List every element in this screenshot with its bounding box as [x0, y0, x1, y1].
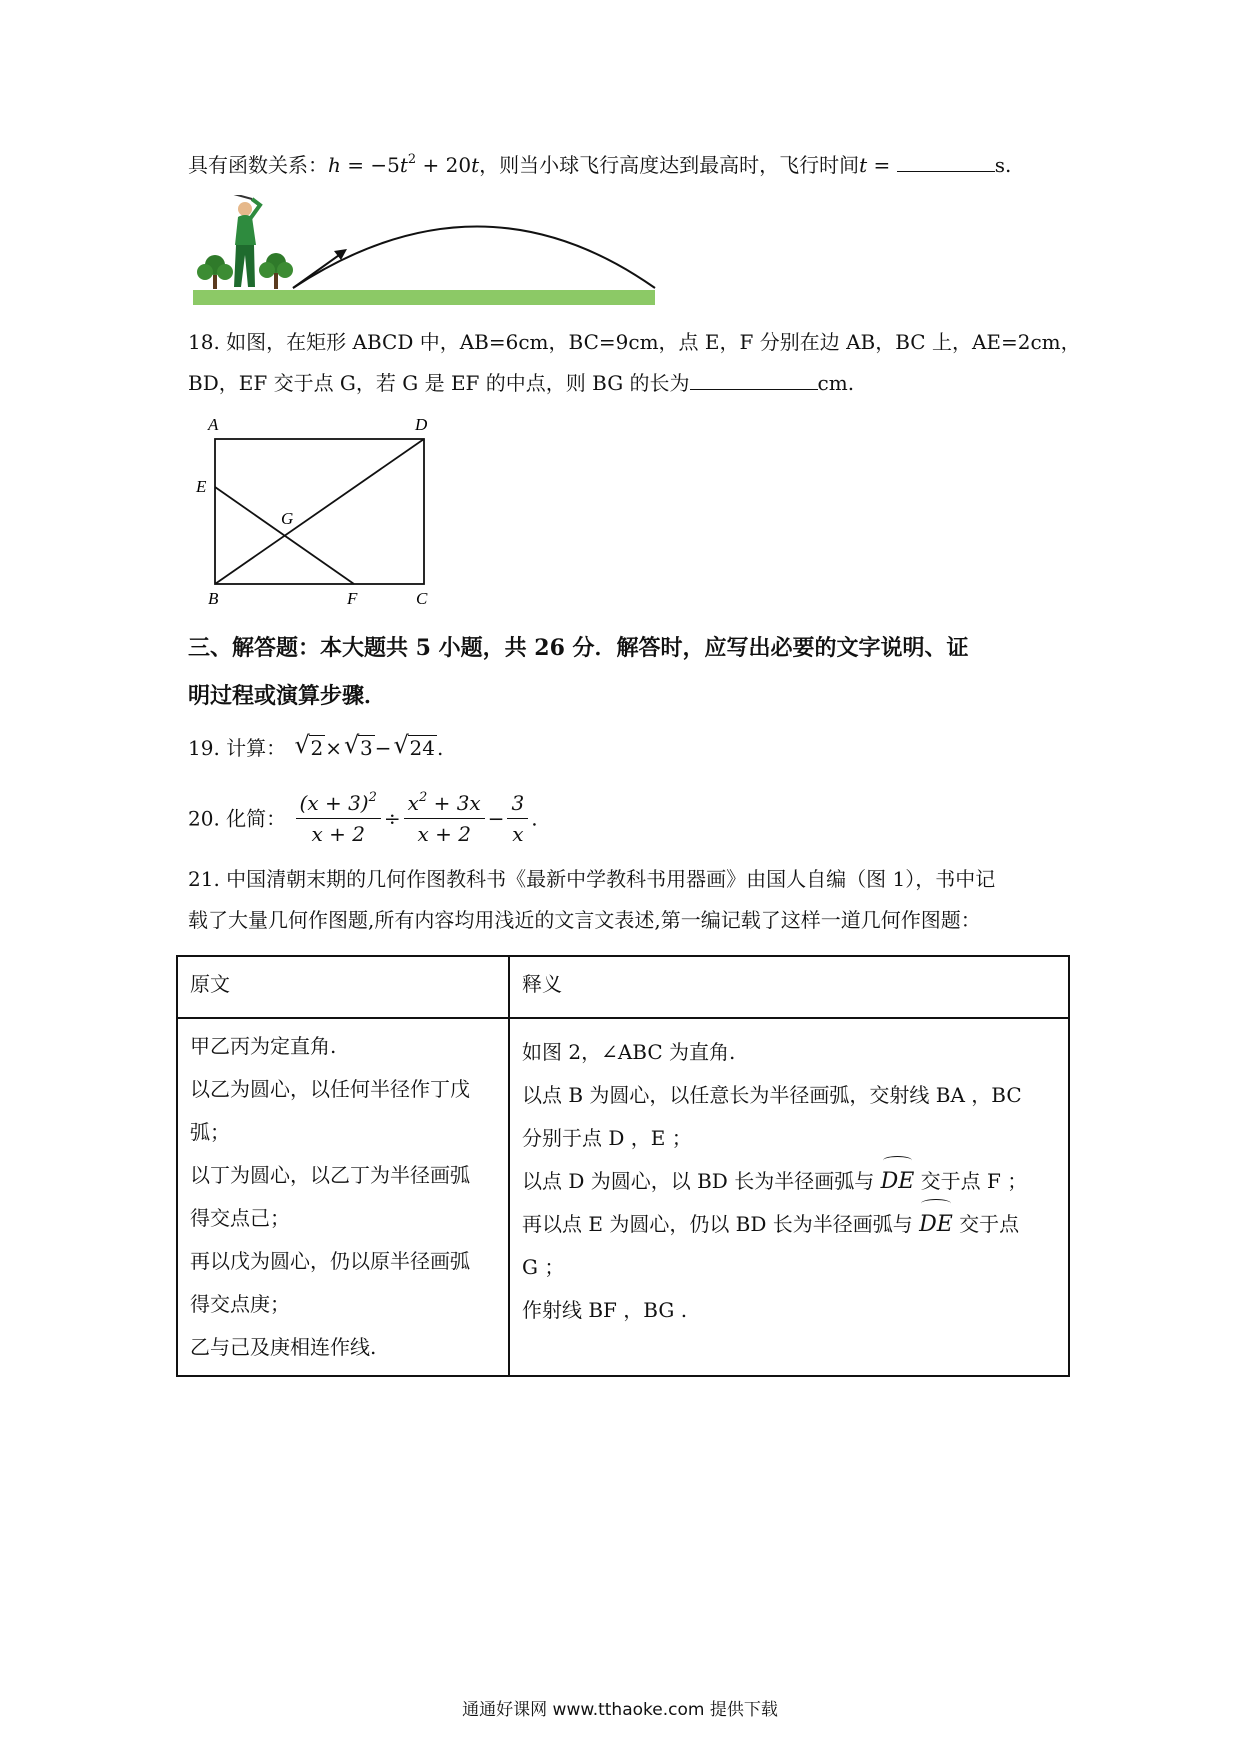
original-line: 再以戊为圆心，仍以原半径画弧	[190, 1249, 470, 1273]
formula-plus: + 20	[416, 153, 472, 177]
q17-lead: 具有函数关系：	[188, 153, 328, 177]
grass-strip	[193, 290, 655, 305]
label-a: A	[208, 415, 219, 434]
formula-h: h	[328, 153, 341, 177]
q18-answer-blank	[690, 369, 818, 390]
q18-line1: 18. 如图，在矩形 ABCD 中，AB=6cm，BC=9cm，点 E，F 分别在边 AB，BC 上，AE=2cm，	[188, 330, 1081, 354]
fraction-1-num: (x + 3)	[299, 791, 369, 815]
explanation-text: 以点 D 为圆心，以 BD 长为半径画弧与	[522, 1169, 881, 1193]
section3-heading-line1: 三、解答题：本大题共 5 小题，共 26 分．解答时，应写出必要的文字说明、证	[188, 635, 969, 661]
radicand-3: 3	[360, 736, 373, 760]
fraction-1-den: x + 2	[311, 822, 365, 846]
q18-line2-text: BD，EF 交于点 G，若 G 是 EF 的中点，则 BG 的长为	[188, 371, 690, 395]
explanation-line: 如图 2，∠ABC 为直角.	[522, 1040, 736, 1064]
table-body-row	[177, 1018, 1069, 1376]
original-line: 甲乙丙为定直角.	[190, 1034, 337, 1058]
label-c: C	[416, 589, 428, 608]
sqrt-24: √ 24	[393, 731, 435, 760]
explanation-text: 交于点 F ；	[914, 1169, 1028, 1193]
var-t: t	[859, 153, 868, 177]
explanation-line	[522, 1160, 1056, 1203]
fraction-3-den: x	[512, 822, 524, 846]
fraction-2-exp: 2	[418, 790, 428, 805]
tree-icon	[259, 253, 293, 289]
golfer-icon	[230, 195, 260, 287]
formula-t1: t	[399, 153, 408, 177]
explanation-text-cell	[509, 1018, 1069, 1376]
page-footer: 通通好课网 www.tthaoke.com 提供下载	[462, 1700, 778, 1720]
fraction-3	[507, 788, 528, 849]
original-line: 以乙为圆心，以任何半径作丁戊	[190, 1077, 470, 1101]
fraction-2-num-x: x	[407, 791, 419, 815]
original-line: 乙与己及庚相连作线.	[190, 1335, 377, 1359]
label-g: G	[281, 509, 294, 528]
q20	[188, 788, 538, 849]
explanation-line: 分别于点 D ，E ；	[522, 1126, 692, 1150]
original-line: 以丁为圆心，以乙丁为半径画弧	[190, 1163, 470, 1187]
minus-sign: −	[487, 806, 505, 831]
original-line: 得交点己；	[190, 1206, 290, 1230]
q17-unit: s.	[994, 153, 1012, 177]
q18-unit: cm.	[817, 371, 855, 395]
divide-sign: ÷	[383, 806, 401, 831]
radicand-24: 24	[409, 736, 435, 760]
q19-label: 19. 计算：	[188, 736, 287, 760]
minus-sign: −	[374, 736, 392, 760]
q17-answer-blank	[897, 151, 995, 172]
fraction-2-num-rest: + 3x	[427, 791, 481, 815]
q18-line2	[188, 368, 854, 398]
label-d: D	[415, 415, 428, 434]
q17-eq: =	[867, 153, 897, 177]
original-text-cell	[177, 1018, 509, 1376]
q19	[188, 733, 443, 763]
golf-illustration	[190, 195, 660, 307]
explanation-line: 以点 B 为圆心，以任意长为半径画弧，交射线 BA ，BC	[522, 1083, 1022, 1107]
sqrt-2: √ 2	[294, 731, 324, 760]
original-line: 弧；	[190, 1120, 230, 1144]
label-b: B	[208, 589, 219, 608]
tree-icon	[197, 255, 233, 289]
fraction-3-num: 3	[507, 788, 528, 819]
sqrt-3: √ 3	[344, 731, 373, 760]
q17-text	[188, 150, 1011, 180]
explanation-line: 作射线 BF ，BG .	[522, 1298, 688, 1322]
original-line: 得交点庚；	[190, 1292, 290, 1316]
formula-exp: 2	[407, 152, 417, 167]
formula-eq: = −5	[340, 153, 400, 177]
q21-line2: 载了大量几何作图题,所有内容均用浅近的文言文表述,第一编记载了这样一道几何作图题：	[188, 908, 981, 932]
radicand-2: 2	[310, 736, 324, 760]
q17-mid: ，则当小球飞行高度达到最高时，飞行时间	[479, 153, 860, 177]
label-e: E	[196, 477, 207, 496]
header-explanation: 释义	[509, 956, 1069, 1018]
q20-label: 20. 化简：	[188, 806, 287, 831]
rectangle-figure	[190, 410, 440, 610]
label-f: F	[347, 589, 358, 608]
explanation-text: 再以点 E 为圆心，仍以 BD 长为半径画弧与	[522, 1212, 920, 1236]
segment-bd	[215, 439, 424, 584]
explanation-line: G ；	[522, 1255, 565, 1279]
fraction-2-den: x + 2	[417, 822, 471, 846]
construction-table	[176, 955, 1070, 1377]
times-sign: ×	[325, 736, 343, 760]
table-header-row	[177, 956, 1069, 1018]
header-original: 原文	[177, 956, 509, 1018]
q20-end: .	[531, 806, 538, 831]
trajectory-curve	[293, 227, 655, 289]
explanation-line	[522, 1203, 1056, 1246]
section3-heading-line2: 明过程或演算步骤．	[188, 683, 387, 709]
arc-de: DE	[881, 1160, 915, 1203]
arc-de: DE	[919, 1203, 953, 1246]
q19-end: .	[436, 736, 444, 760]
fraction-1-exp: 2	[368, 790, 377, 805]
fraction-2	[404, 788, 485, 849]
formula-t2: t	[471, 153, 480, 177]
q21-line1: 21. 中国清朝末期的几何作图教科书《最新中学教科书用器画》由国人自编（图 1），书中记	[188, 867, 996, 891]
explanation-text: 交于点	[952, 1212, 1020, 1236]
fraction-1	[296, 788, 381, 849]
